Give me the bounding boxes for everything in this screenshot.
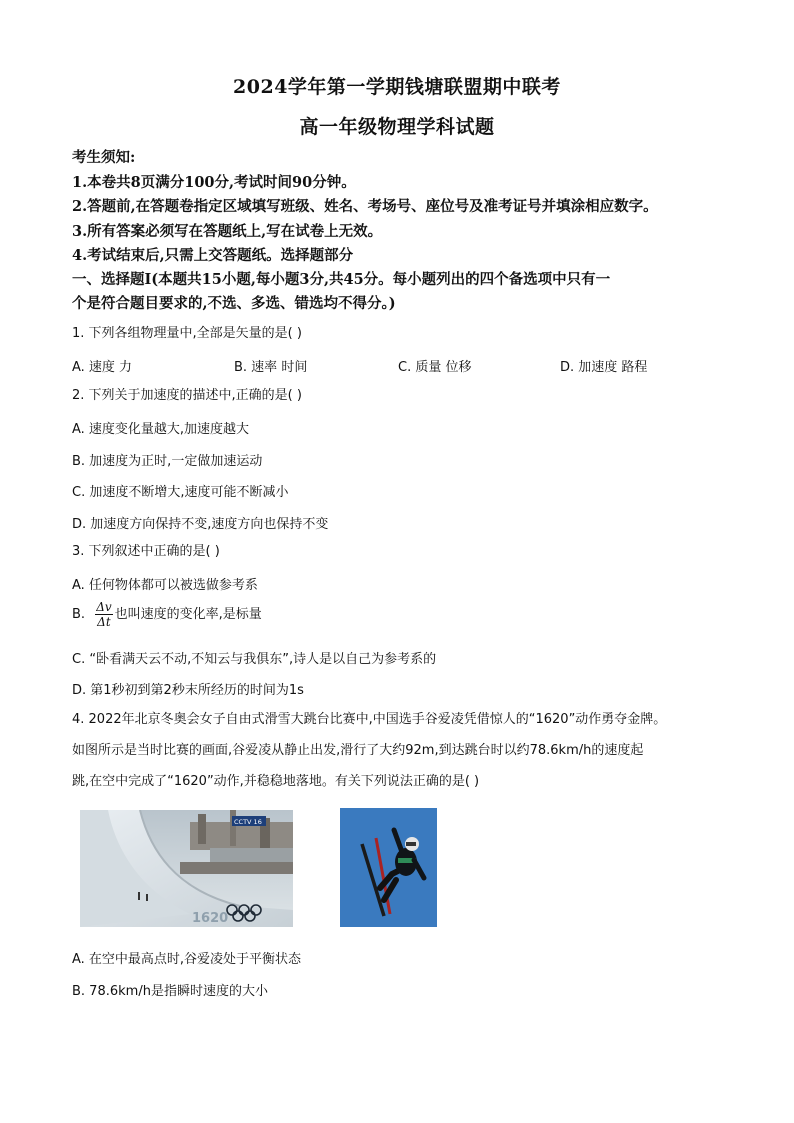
q1-option-a: A. 速度 力 [72,360,133,375]
notice-item-4: 4.考试结束后,只需上交答题纸。选择题部分 [72,247,354,264]
exam-title: 2024学年第一学期钱塘联盟期中联考 [233,76,561,98]
q1-option-b: B. 速率 时间 [234,360,308,375]
section-line-1: 一、选择题Ⅰ(本题共15小题,每小题3分,共45分。每小题列出的四个备选项中只有一 [72,271,611,288]
section-line-2: 个是符合题目要求的,不选、多选、错选均不得分。) [72,295,396,312]
q3-option-d: D. 第1秒初到第2秒末所经历的时间为1s [72,683,304,698]
ski-jump-venue-photo [80,810,293,927]
q1-option-d: D. 加速度 路程 [560,360,648,375]
snow-marking-text: 1620 [192,911,229,926]
q4-line-1: 4. 2022年北京冬奥会女子自由式滑雪大跳台比赛中,中国选手谷爱凌凭借惊人的“1620”动作勇夺金牌。 [72,712,667,727]
q3-option-b [72,600,262,629]
question-2-stem: 2. 下列关于加速度的描述中,正确的是( ) [72,388,302,403]
fraction-numerator: Δv [96,600,112,614]
delta-v-over-delta-t [95,600,112,629]
q2-option-b: B. 加速度为正时,一定做加速运动 [72,454,263,469]
q4-line-2: 如图所示是当时比赛的画面,谷爱凌从静止出发,滑行了大约92m,到达跳台时以约78.6km/h的速度起 [72,743,644,758]
q1-option-c: C. 质量 位移 [398,360,472,375]
notice-block [72,146,742,269]
q4-option-b: B. 78.6km/h是指瞬时速度的大小 [72,984,268,999]
q4-option-a: A. 在空中最高点时,谷爱凌处于平衡状态 [72,952,302,967]
broadcast-logo: CCTV 16 [234,818,262,826]
q2-option-d: D. 加速度方向保持不变,速度方向也保持不变 [72,517,329,532]
q3-option-c: C. “卧看满天云不动,不知云与我俱东”,诗人是以自己为参考系的 [72,652,437,667]
q3-option-b-label: B. [72,607,86,622]
q3-option-b-text: 也叫速度的变化率,是标量 [114,607,262,622]
question-1-options [72,356,712,375]
question-4-stem [72,704,737,797]
section-heading [72,268,732,316]
notice-item-1: 1.本卷共8页满分100分,考试时间90分钟。 [72,173,356,191]
notice-item-2: 2.答题前,在答题卷指定区域填写班级、姓名、考场号、座位号及准考证号并填涂相应数字。 [72,198,658,215]
q4-line-3: 跳,在空中完成了“1620”动作,并稳稳地落地。有关下列说法正确的是( ) [72,774,480,789]
question-3-stem: 3. 下列叙述中正确的是( ) [72,544,220,559]
q2-option-c: C. 加速度不断增大,速度可能不断减小 [72,485,289,500]
notice-heading: 考生须知: [72,149,136,166]
skier-in-air-photo [340,808,437,927]
q3-option-a: A. 任何物体都可以被选做参考系 [72,578,258,593]
question-1-stem: 1. 下列各组物理量中,全部是矢量的是( ) [72,326,302,341]
fraction-denominator: Δt [97,615,111,629]
q2-option-a: A. 速度变化量越大,加速度越大 [72,422,250,437]
notice-item-3: 3.所有答案必须写在答题纸上,写在试卷上无效。 [72,222,383,240]
exam-subtitle: 高一年级物理学科试题 [299,116,495,138]
